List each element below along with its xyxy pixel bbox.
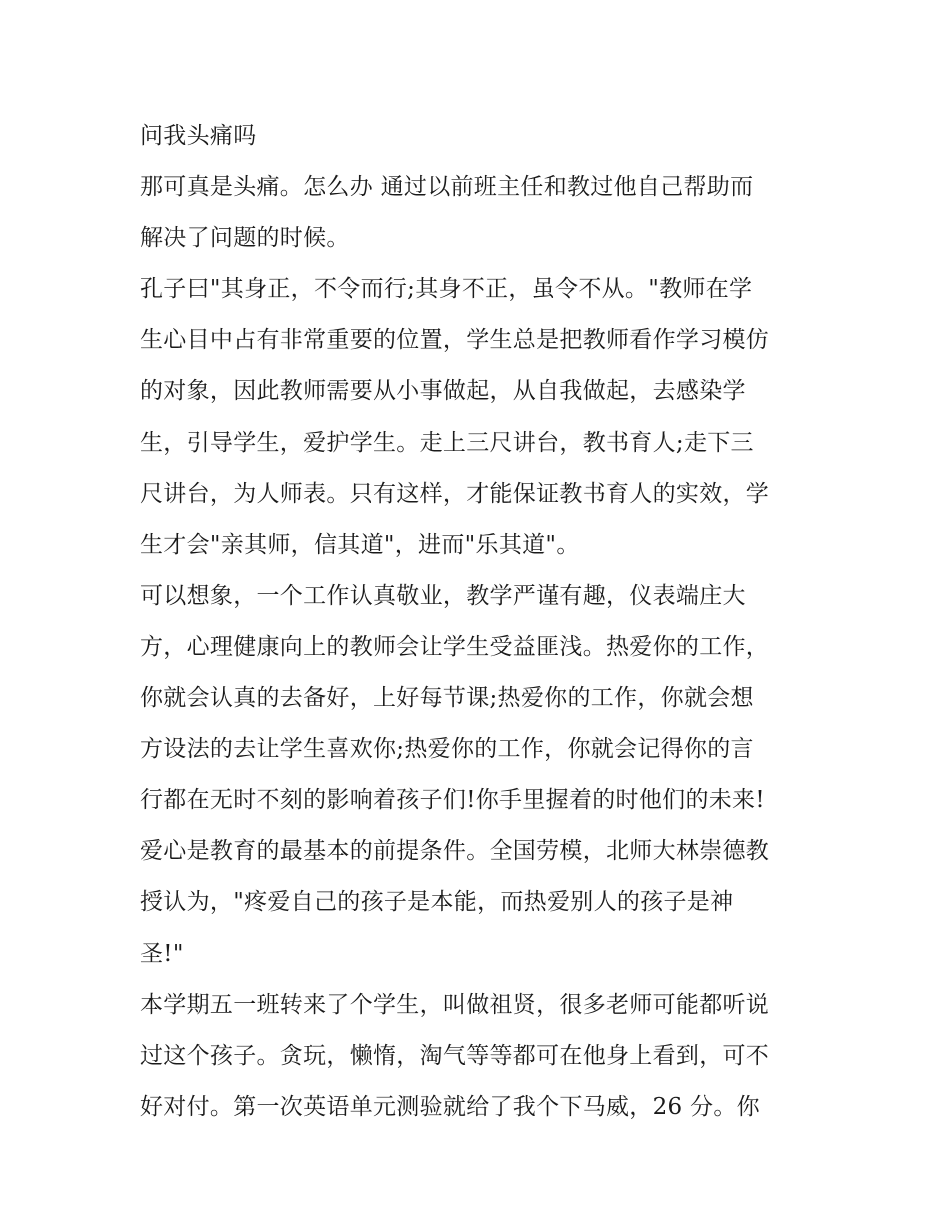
text-line: 方，心理健康向上的教师会让学生受益匪浅。热爱你的工作， bbox=[140, 633, 770, 660]
text-line: 授认为，"疼爱自己的孩子是本能，而热爱别人的孩子是神 bbox=[140, 889, 734, 916]
text-line: 生心目中占有非常重要的位置，学生总是把教师看作学习模仿 bbox=[140, 327, 770, 354]
text-line: 可以想象，一个工作认真敬业，教学严谨有趣，仪表端庄大 bbox=[140, 582, 746, 609]
text-line: 本学期五一班转来了个学生，叫做祖贤，很多老师可能都听说 bbox=[140, 991, 770, 1018]
text-line: 解决了问题的时候。 bbox=[140, 225, 350, 252]
text-line: 生，引导学生，爱护学生。走上三尺讲台，教书育人;走下三 bbox=[140, 429, 754, 456]
text-line: 孔子曰"其身正，不令而行;其身不正，虽令不从。"教师在学 bbox=[140, 276, 753, 303]
text-line: 圣!" bbox=[140, 940, 184, 967]
document-body bbox=[140, 111, 820, 1133]
text-line: 生才会"亲其师，信其道"，进而"乐其道"。 bbox=[140, 531, 580, 558]
text-line: 爱心是教育的最基本的前提条件。全国劳模，北师大林崇德教 bbox=[140, 838, 770, 865]
text-line: 问我头痛吗 bbox=[140, 123, 257, 149]
text-line: 的对象，因此教师需要从小事做起，从自我做起，去感染学 bbox=[140, 378, 746, 405]
text-line: 你就会认真的去备好，上好每节课;热爱你的工作，你就会想 bbox=[140, 685, 754, 712]
text-line: 那可真是头痛。怎么办 通过以前班主任和教过他自己帮助而 bbox=[140, 174, 754, 201]
text-line: 行都在无时不刻的影响着孩子们!你手里握着的时他们的未来! bbox=[140, 787, 765, 814]
text-line: 方设法的去让学生喜欢你;热爱你的工作，你就会记得你的言 bbox=[140, 736, 754, 763]
text-line: 尺讲台，为人师表。只有这样，才能保证教书育人的实效，学 bbox=[140, 480, 770, 507]
text-line: 好对付。第一次英语单元测验就给了我个下马威，26 分。你 bbox=[140, 1093, 760, 1120]
text-line: 过这个孩子。贪玩，懒惰，淘气等等都可在他身上看到，可不 bbox=[140, 1042, 770, 1069]
